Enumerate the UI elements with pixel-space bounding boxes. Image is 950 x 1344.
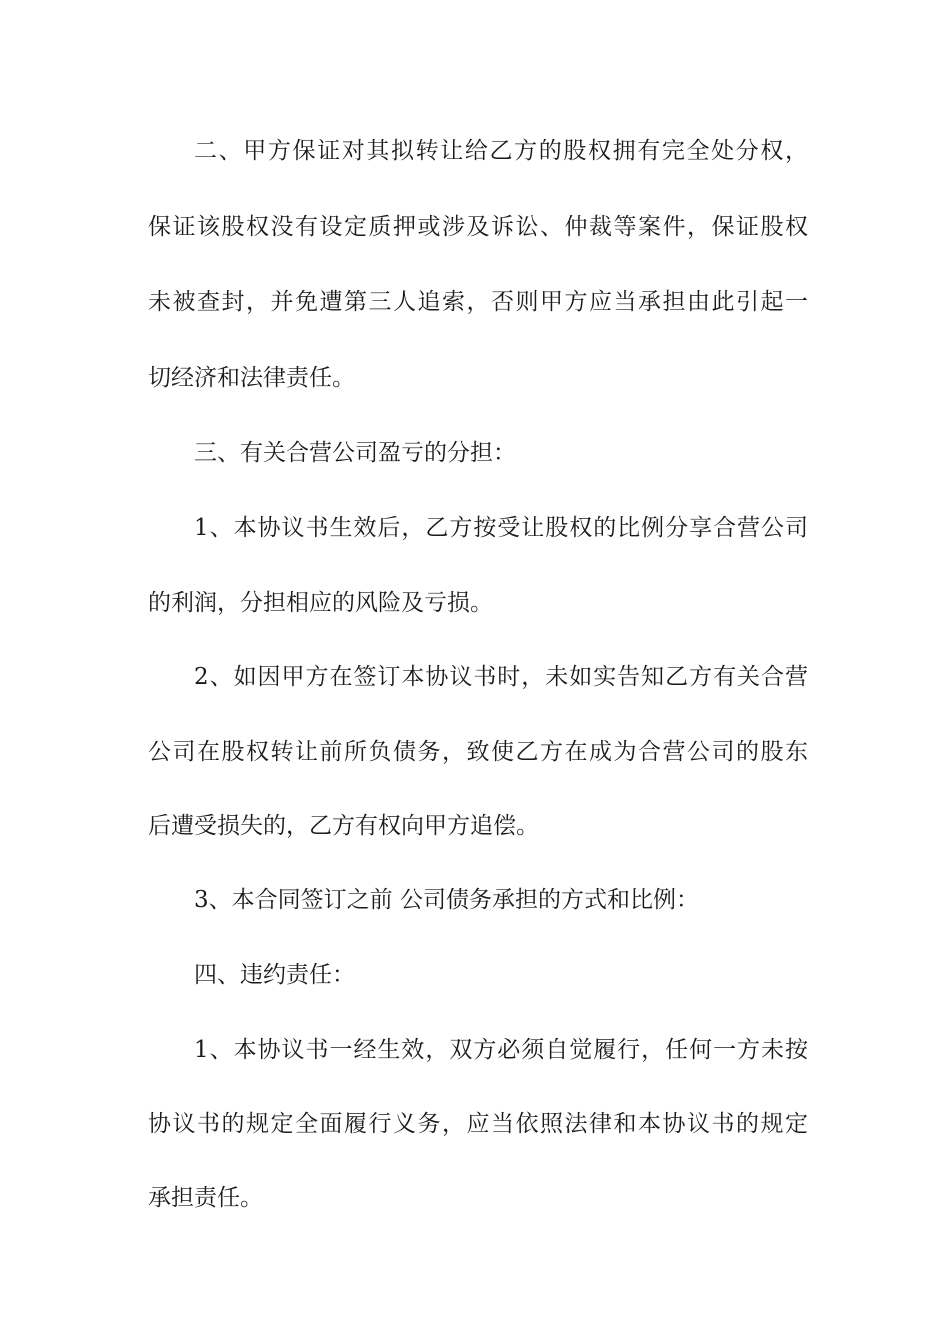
clause-2-line-4: 切经济和法律责任。 bbox=[148, 365, 355, 391]
clause-4-item-1-line-3: 承担责任。 bbox=[148, 1185, 263, 1211]
clause-2-line-3: 未被查封，并免遭第三人追索，否则甲方应当承担由此引起一 bbox=[148, 289, 808, 315]
clause-3-heading: 三、有关合营公司盈亏的分担： bbox=[194, 440, 516, 466]
clause-3-item-3: 3、本合同签订之前 公司债务承担的方式和比例： bbox=[194, 887, 699, 913]
clause-3-item-1-line-1: 1、本协议书生效后，乙方按受让股权的比例分享合营公司 bbox=[194, 515, 808, 541]
clause-3-item-2-line-2: 公司在股权转让前所负债务，致使乙方在成为合营公司的股东 bbox=[148, 739, 808, 765]
clause-4-heading: 四、违约责任： bbox=[194, 962, 355, 988]
clause-3-item-2-line-1: 2、如因甲方在签订本协议书时，未如实告知乙方有关合营 bbox=[194, 664, 808, 690]
clause-2-line-2: 保证该股权没有设定质押或涉及诉讼、仲裁等案件，保证股权 bbox=[148, 214, 808, 240]
clause-4-item-1-line-1: 1、本协议书一经生效，双方必须自觉履行，任何一方未按 bbox=[194, 1037, 808, 1063]
clause-3-item-2-line-3: 后遭受损失的，乙方有权向甲方追偿。 bbox=[148, 813, 539, 839]
clause-3-item-1-line-2: 的利润，分担相应的风险及亏损。 bbox=[148, 590, 493, 616]
clause-2-line-1: 二、甲方保证对其拟转让给乙方的股权拥有完全处分权， bbox=[194, 138, 808, 164]
clause-4-item-1-line-2: 协议书的规定全面履行义务，应当依照法律和本协议书的规定 bbox=[148, 1111, 808, 1137]
